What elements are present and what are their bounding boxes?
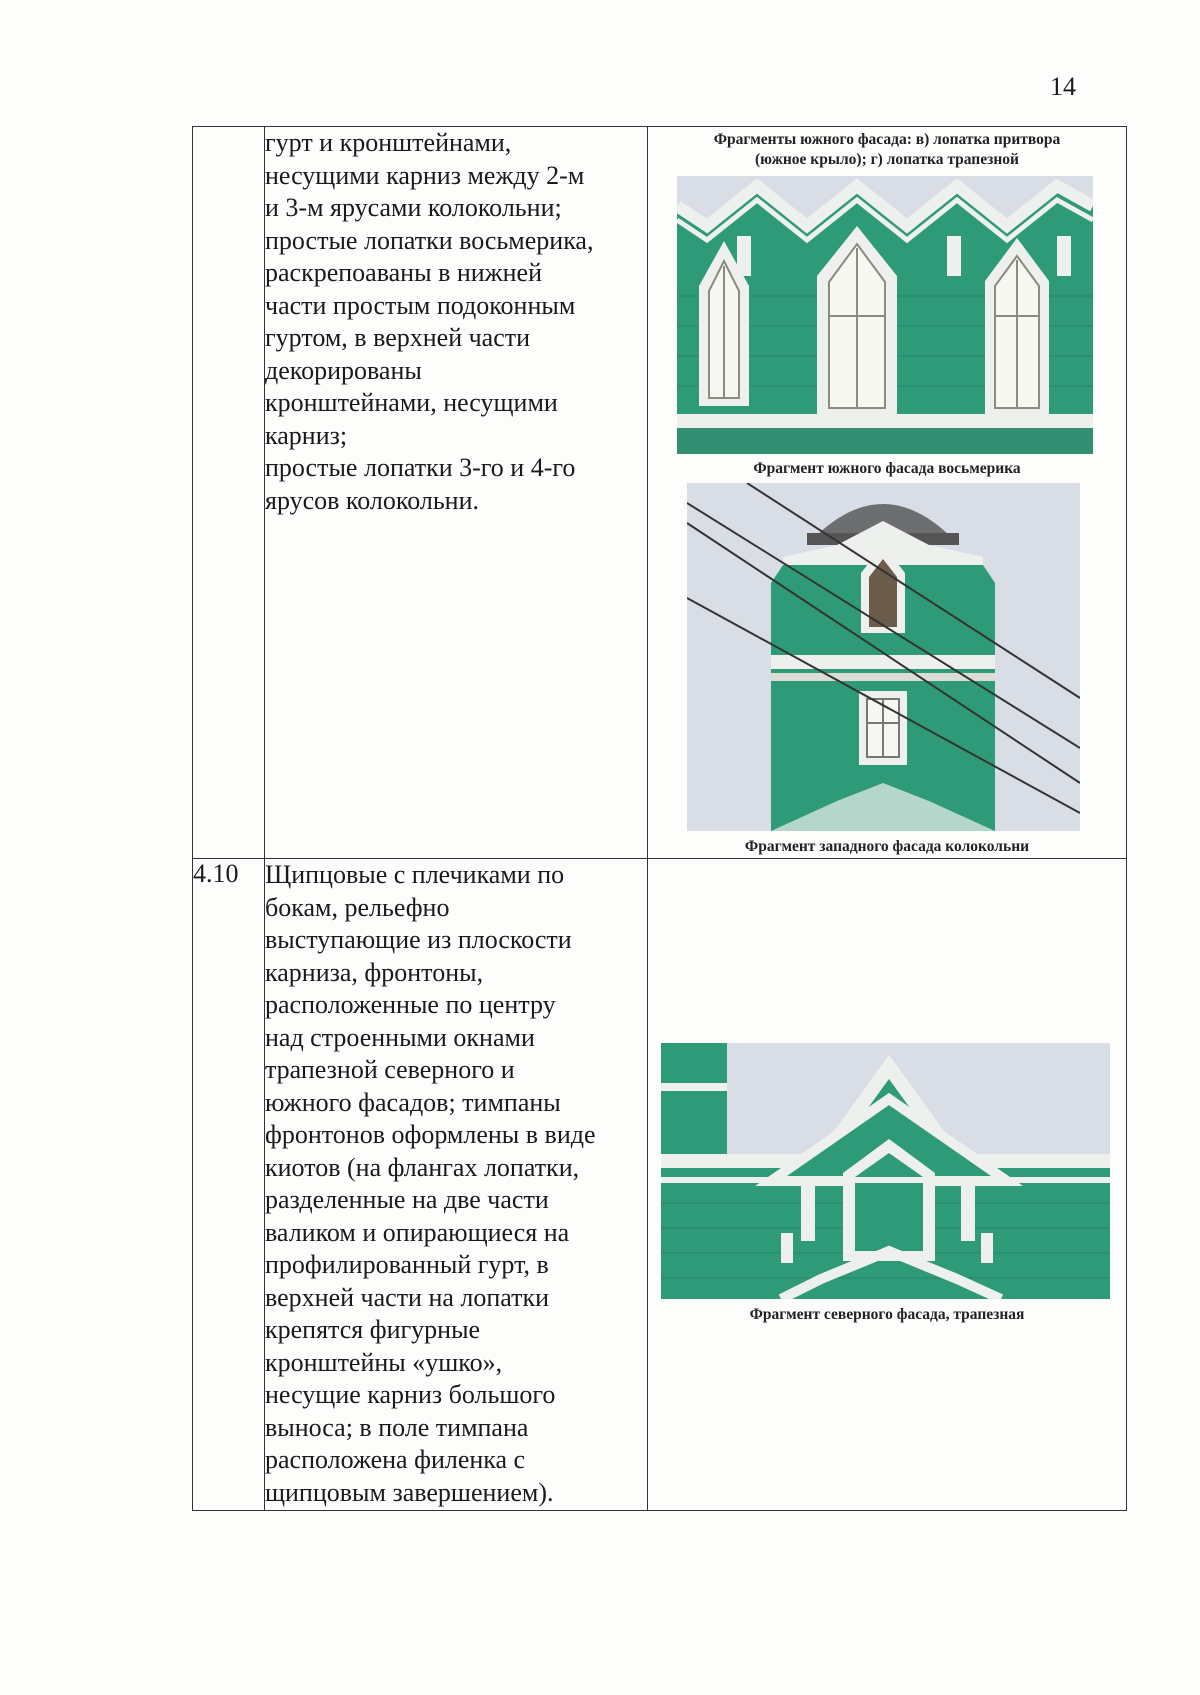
description-table — [192, 126, 1127, 1511]
photo-cell — [648, 127, 1127, 859]
row-number — [193, 127, 265, 859]
photo-north-pediment — [661, 1043, 1110, 1299]
caption-south-pilasters: Фрагменты южного фасада: в) лопатка притвора (южное крыло); г) лопатка трапезной — [713, 131, 1061, 168]
row-description: Щипцовые с плечиками по бокам, рельефно выступающие из плоскости карниза, фронтоны, расположенные по центру над строенными окнами трапезной северного и южного фасадов; тимпаны фронтонов оформлены в виде киотов (на флангах лопатки, разделенные на две части валиком и опирающиеся на профилированный гурт, в верхней части на лопатки крепятся фигурные кронштейны «ушко», несущие карниз большого выноса; в поле тимпана расположена филенка с щипцовым завершением). — [265, 859, 648, 1511]
photo-octagon — [687, 483, 1080, 831]
caption-belltower: Фрагмент западного фасада колокольни — [744, 838, 1030, 855]
table-row — [193, 127, 1127, 859]
page-number: 14 — [1050, 72, 1076, 101]
photo-cell — [648, 859, 1127, 1511]
row-number: 4.10 — [193, 859, 265, 1511]
photo-south-pilasters — [677, 176, 1093, 454]
caption-octagon: Фрагмент южного фасада восьмерика — [753, 460, 1021, 477]
row-description: гурт и кронштейнами, несущими карниз между 2-м и 3-м ярусами колокольни; простые лопатки восьмерика, раскрепоаваны в нижней части простым подоконным гуртом, в верхней части декорированы кронштейнами, несущими карниз; простые лопатки 3-го и 4-го ярусов колокольни. — [265, 127, 648, 859]
caption-north-pediment: Фрагмент северного фасада, трапезная — [749, 1306, 1025, 1323]
table-row — [193, 859, 1127, 1511]
